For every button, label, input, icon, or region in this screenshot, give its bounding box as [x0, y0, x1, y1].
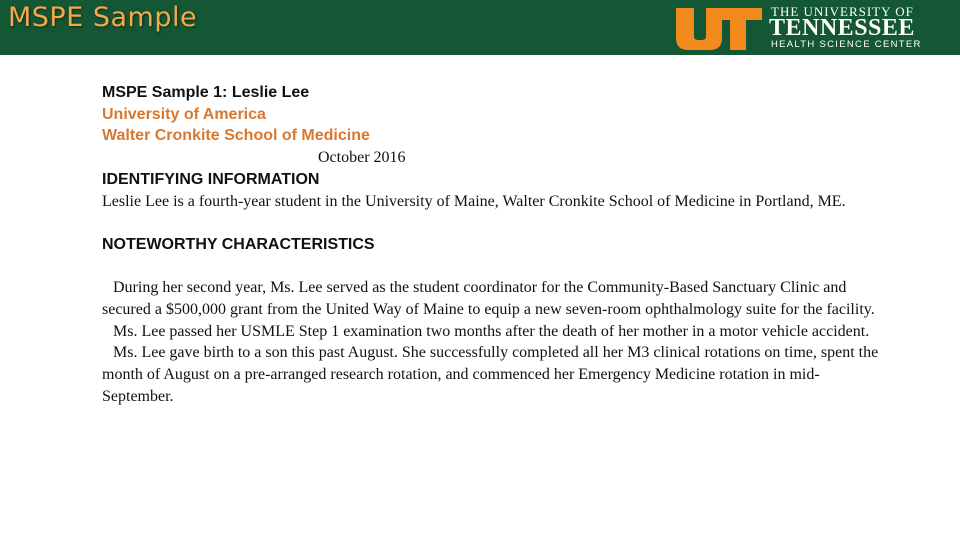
section-noteworthy-title: NOTEWORTHY CHARACTERISTICS: [102, 235, 375, 253]
section-identifying-text: Leslie Lee is a fourth-year student in the University of Maine, Walter Cronkite School of Medicine in Portland, ME.: [102, 192, 846, 210]
school-name: Walter Cronkite School of Medicine: [102, 127, 370, 145]
bullet-text: During her second year, Ms. Lee served as the student coordinator for the Community-Based Sanctuary Clinic and secured a $500,000 grant from the United Way of Maine to equip a new seven-room ophthalmology suite for the facility.: [102, 279, 875, 318]
bullet-item: [102, 321, 882, 343]
university-name: University of America: [102, 105, 266, 123]
bullet-text: Ms. Lee passed her USMLE Step 1 examination two months after the death of her mother in a motor vehicle accident.: [113, 322, 870, 340]
ut-logo-mark-icon: [674, 6, 764, 50]
document-date: October 2016: [318, 149, 406, 167]
logo-line-tennessee: TENNESSEE: [769, 15, 915, 41]
logo-line-hsc: HEALTH SCIENCE CENTER: [771, 39, 922, 50]
bullet-item: [102, 342, 882, 407]
header-bar: [0, 0, 960, 55]
bullet-item: [102, 277, 882, 320]
section-identifying-title: IDENTIFYING INFORMATION: [102, 170, 320, 188]
document-heading: MSPE Sample 1: Leslie Lee: [102, 84, 310, 101]
spacer: [102, 212, 882, 234]
slide-title: MSPE Sample: [8, 2, 198, 33]
mspe-document: [102, 82, 882, 408]
university-logo: [674, 4, 949, 52]
bullet-text: Ms. Lee gave birth to a son this past August. She successfully completed all her M3 clinical rotations on time, spent the month of August on a pre-arranged research rotation, and commenced her Emergency Medicine rotation in mid-September.: [102, 344, 879, 405]
spacer: [102, 256, 882, 278]
logo-line-university: THE UNIVERSITY OF: [771, 4, 914, 19]
